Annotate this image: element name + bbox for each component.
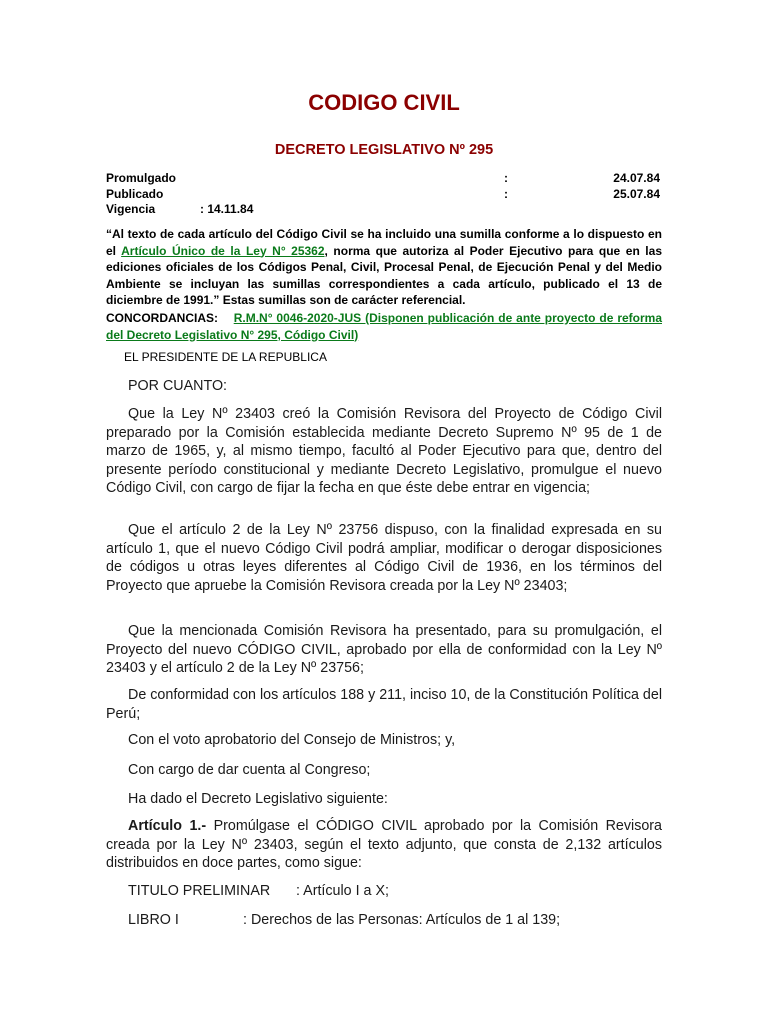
note-text-part1: “Al texto de cada artículo del Código Civil se ha incluido una sumilla conforme a lo dispuesto en el (106, 227, 662, 258)
libro-i-label: LIBRO I (128, 912, 179, 928)
paragraph-2: Que el artículo 2 de la Ley Nº 23756 dispuso, con la finalidad expresada en su artículo 1, que el nuevo Código Civil podrá ampliar, modificar o derogar disposiciones de códigos u otras leyes diferentes al Código Civil de 1936, en los términos del Proyecto que apruebe la Comisión Revisora creada por la Ley Nº 23403; (106, 522, 662, 594)
libro-i-value: : Derechos de las Personas: Artículos de 1 al 139; (243, 912, 561, 928)
meta-publicado-value: 25.07.84 (613, 187, 660, 201)
libro-titulo-preliminar-value: : Artículo I a X; (296, 883, 389, 899)
concordancias-link[interactable]: R.M.N° 0046-2020-JUS (Disponen publicación de ante proyecto de reforma del Decreto Legislativo N° 295, Código Civil) (106, 311, 662, 342)
meta-vigencia-label: Vigencia (106, 202, 156, 216)
ley-25362-link[interactable]: Artículo Único de la Ley N° 25362 (121, 243, 325, 258)
meta-vigencia-value: : 14.11.84 (200, 202, 254, 216)
meta-publicado-colon: : (504, 187, 508, 201)
meta-promulgado (106, 170, 662, 186)
paragraph-7: Ha dado el Decreto Legislativo siguiente: (128, 791, 388, 807)
note-text-part2: , norma que autoriza al Poder Ejecutivo para que en las ediciones oficiales de los Códigos Penal, Civil, Procesal Penal, de Ejecución Penal y del Medio Ambiente se incluyan las sumillas correspondientes a cada artículo, publicado el 13 de diciembre de 1991.” Estas sumillas son de carácter referencial. (106, 243, 662, 307)
document-title: CODIGO CIVIL (308, 90, 460, 115)
libro-titulo-preliminar-label: TITULO PRELIMINAR (128, 883, 271, 899)
articulo-1-label: Artículo 1.- (128, 818, 207, 834)
concordancias (106, 310, 662, 343)
meta-publicado (106, 186, 662, 202)
meta-promulgado-colon: : (504, 171, 508, 185)
paragraph-4: De conformidad con los artículos 188 y 211, inciso 10, de la Constitución Política del Perú; (106, 687, 662, 722)
paragraph-5: Con el voto aprobatorio del Consejo de Ministros; y, (128, 732, 456, 748)
meta-vigencia (106, 201, 662, 217)
meta-publicado-label: Publicado (106, 187, 164, 201)
paragraph-1: Que la Ley Nº 23403 creó la Comisión Revisora del Proyecto de Código Civil preparado por la Comisión establecida mediante Decreto Supremo Nº 95 de 1 de marzo de 1965, y, al mismo tiempo, facultó al Poder Ejecutivo para que, dentro del presente período constitucional y mediante Decreto Legislativo, promulgue el nuevo Código Civil, con cargo de fijar la fecha en que éste debe entrar en vigencia; (106, 406, 662, 496)
articulo-1-text: Promúlgase el CÓDIGO CIVIL aprobado por la Comisión Revisora creada por la Ley Nº 23403, según el texto adjunto, que consta de 2,132 artículos distribuidos en doce partes, como sigue: (106, 818, 663, 871)
por-cuanto: POR CUANTO: (128, 378, 228, 394)
document-subtitle: DECRETO LEGISLATIVO Nº 295 (274, 142, 494, 158)
meta-promulgado-value: 24.07.84 (613, 171, 660, 185)
libro-i (106, 911, 662, 931)
sumilla-note (106, 226, 662, 309)
meta-promulgado-label: Promulgado (106, 171, 177, 185)
libro-titulo-preliminar (106, 882, 662, 902)
concordancias-label: CONCORDANCIAS: (106, 311, 218, 325)
articulo-1 (106, 817, 662, 873)
paragraph-3: Que la mencionada Comisión Revisora ha presentado, para su promulgación, el Proyecto del nuevo CÓDIGO CIVIL, aprobado por ella de conformidad con la Ley Nº 23403 y el artículo 2 de la Ley Nº 23756; (106, 623, 662, 676)
paragraph-6: Con cargo de dar cuenta al Congreso; (128, 762, 371, 778)
president-heading: EL PRESIDENTE DE LA REPUBLICA (124, 350, 327, 364)
